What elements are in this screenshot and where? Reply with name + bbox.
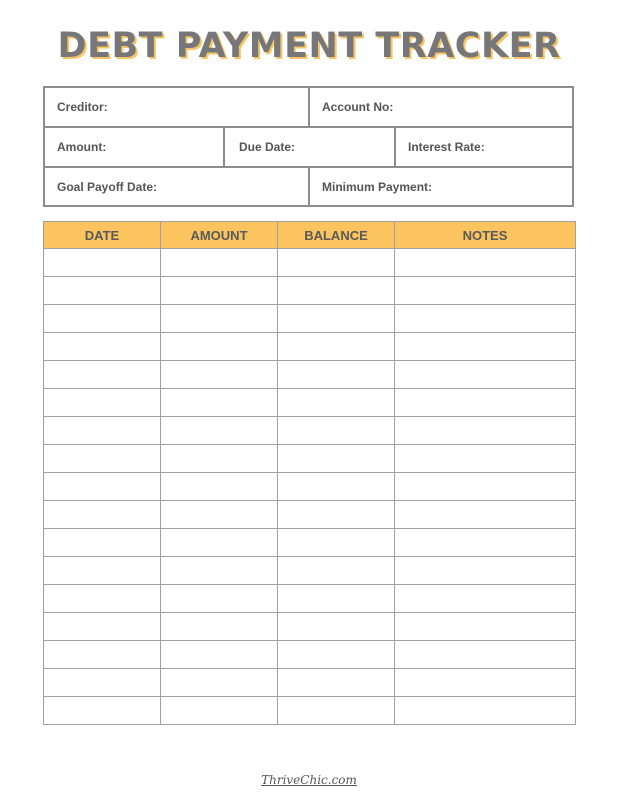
- table-row: [44, 445, 576, 473]
- table-cell[interactable]: [278, 473, 395, 501]
- table-cell[interactable]: [44, 333, 161, 361]
- table-cell[interactable]: [395, 557, 576, 585]
- account-no-label: Account No:: [322, 100, 394, 114]
- table-cell[interactable]: [278, 249, 395, 277]
- table-cell[interactable]: [44, 501, 161, 529]
- table-cell[interactable]: [278, 613, 395, 641]
- table-cell[interactable]: [161, 557, 278, 585]
- table-cell[interactable]: [278, 557, 395, 585]
- table-cell[interactable]: [395, 305, 576, 333]
- table-cell[interactable]: [278, 333, 395, 361]
- table-cell[interactable]: [44, 361, 161, 389]
- table-cell[interactable]: [44, 529, 161, 557]
- table-cell[interactable]: [395, 277, 576, 305]
- table-row: [44, 557, 576, 585]
- table-cell[interactable]: [161, 249, 278, 277]
- due-date-label: Due Date:: [239, 140, 296, 154]
- table-cell[interactable]: [161, 417, 278, 445]
- table-cell[interactable]: [395, 585, 576, 613]
- table-cell[interactable]: [278, 501, 395, 529]
- table-cell[interactable]: [278, 641, 395, 669]
- table-cell[interactable]: [161, 697, 278, 725]
- table-row: [44, 697, 576, 725]
- table-row: [44, 361, 576, 389]
- table-cell[interactable]: [278, 389, 395, 417]
- table-row: [44, 249, 576, 277]
- table-cell[interactable]: [278, 305, 395, 333]
- page-title: DEBT PAYMENT TRACKER: [57, 26, 561, 66]
- table-cell[interactable]: [44, 641, 161, 669]
- table-cell[interactable]: [161, 277, 278, 305]
- info-row-1: [45, 88, 572, 128]
- table-cell[interactable]: [278, 417, 395, 445]
- table-cell[interactable]: [161, 333, 278, 361]
- table-cell[interactable]: [161, 389, 278, 417]
- interest-rate-field[interactable]: [396, 128, 572, 166]
- minimum-payment-field[interactable]: [310, 168, 572, 205]
- table-cell[interactable]: [44, 249, 161, 277]
- table-cell[interactable]: [161, 669, 278, 697]
- creditor-label: Creditor:: [57, 100, 108, 114]
- table-cell[interactable]: [395, 249, 576, 277]
- table-body: [44, 249, 576, 725]
- table-row: [44, 389, 576, 417]
- table-cell[interactable]: [395, 473, 576, 501]
- minimum-payment-label: Minimum Payment:: [322, 179, 433, 194]
- column-header-amount: AMOUNT: [161, 222, 278, 249]
- table-cell[interactable]: [395, 529, 576, 557]
- table-cell[interactable]: [44, 669, 161, 697]
- goal-payoff-date-field[interactable]: [45, 168, 309, 205]
- table-cell[interactable]: [161, 445, 278, 473]
- amount-field[interactable]: [45, 128, 224, 166]
- table-cell[interactable]: [44, 277, 161, 305]
- table-cell[interactable]: [161, 501, 278, 529]
- table-cell[interactable]: [44, 417, 161, 445]
- table-cell[interactable]: [278, 669, 395, 697]
- table-row: [44, 305, 576, 333]
- table-cell[interactable]: [278, 529, 395, 557]
- table-cell[interactable]: [395, 641, 576, 669]
- table-cell[interactable]: [278, 361, 395, 389]
- table-cell[interactable]: [395, 417, 576, 445]
- table-row: [44, 613, 576, 641]
- info-row-3: [45, 168, 572, 205]
- table-cell[interactable]: [395, 501, 576, 529]
- table-cell[interactable]: [44, 445, 161, 473]
- table-cell[interactable]: [161, 641, 278, 669]
- table-row: [44, 641, 576, 669]
- account-no-field[interactable]: [310, 88, 572, 126]
- table-cell[interactable]: [161, 305, 278, 333]
- due-date-field[interactable]: [227, 128, 395, 166]
- info-row-2: [45, 128, 572, 168]
- table-cell[interactable]: [161, 361, 278, 389]
- debt-info-box: [43, 86, 574, 207]
- table-row: [44, 417, 576, 445]
- table-cell[interactable]: [44, 389, 161, 417]
- table-cell[interactable]: [44, 557, 161, 585]
- table-cell[interactable]: [395, 697, 576, 725]
- table-row: [44, 669, 576, 697]
- column-header-date: DATE: [44, 222, 161, 249]
- column-header-balance: BALANCE: [278, 222, 395, 249]
- table-cell[interactable]: [278, 585, 395, 613]
- divider: [223, 128, 225, 166]
- table-cell[interactable]: [44, 305, 161, 333]
- table-row: [44, 473, 576, 501]
- table-cell[interactable]: [44, 613, 161, 641]
- table-row: [44, 277, 576, 305]
- table-cell[interactable]: [161, 585, 278, 613]
- table-cell[interactable]: [278, 445, 395, 473]
- table-cell[interactable]: [395, 389, 576, 417]
- footer-brand: ThriveChic.com: [261, 773, 357, 787]
- table-cell[interactable]: [395, 361, 576, 389]
- table-cell[interactable]: [278, 697, 395, 725]
- table-cell[interactable]: [395, 669, 576, 697]
- table-cell[interactable]: [161, 473, 278, 501]
- goal-payoff-date-label: Goal Payoff Date:: [57, 179, 158, 194]
- table-cell[interactable]: [161, 529, 278, 557]
- table-cell[interactable]: [161, 613, 278, 641]
- table-row: [44, 501, 576, 529]
- table-cell[interactable]: [395, 445, 576, 473]
- creditor-field[interactable]: [45, 88, 309, 126]
- table-row: [44, 333, 576, 361]
- table-cell[interactable]: [44, 473, 161, 501]
- table-row: [44, 585, 576, 613]
- amount-label: Amount:: [57, 140, 107, 154]
- table-cell[interactable]: [44, 697, 161, 725]
- table-cell[interactable]: [278, 277, 395, 305]
- column-header-notes: NOTES: [395, 222, 576, 249]
- table-cell[interactable]: [395, 333, 576, 361]
- table-header-row: [44, 222, 576, 249]
- table-row: [44, 529, 576, 557]
- table-cell[interactable]: [395, 613, 576, 641]
- interest-rate-label: Interest Rate:: [408, 140, 485, 154]
- payment-log-table: [43, 221, 576, 725]
- table-cell[interactable]: [44, 585, 161, 613]
